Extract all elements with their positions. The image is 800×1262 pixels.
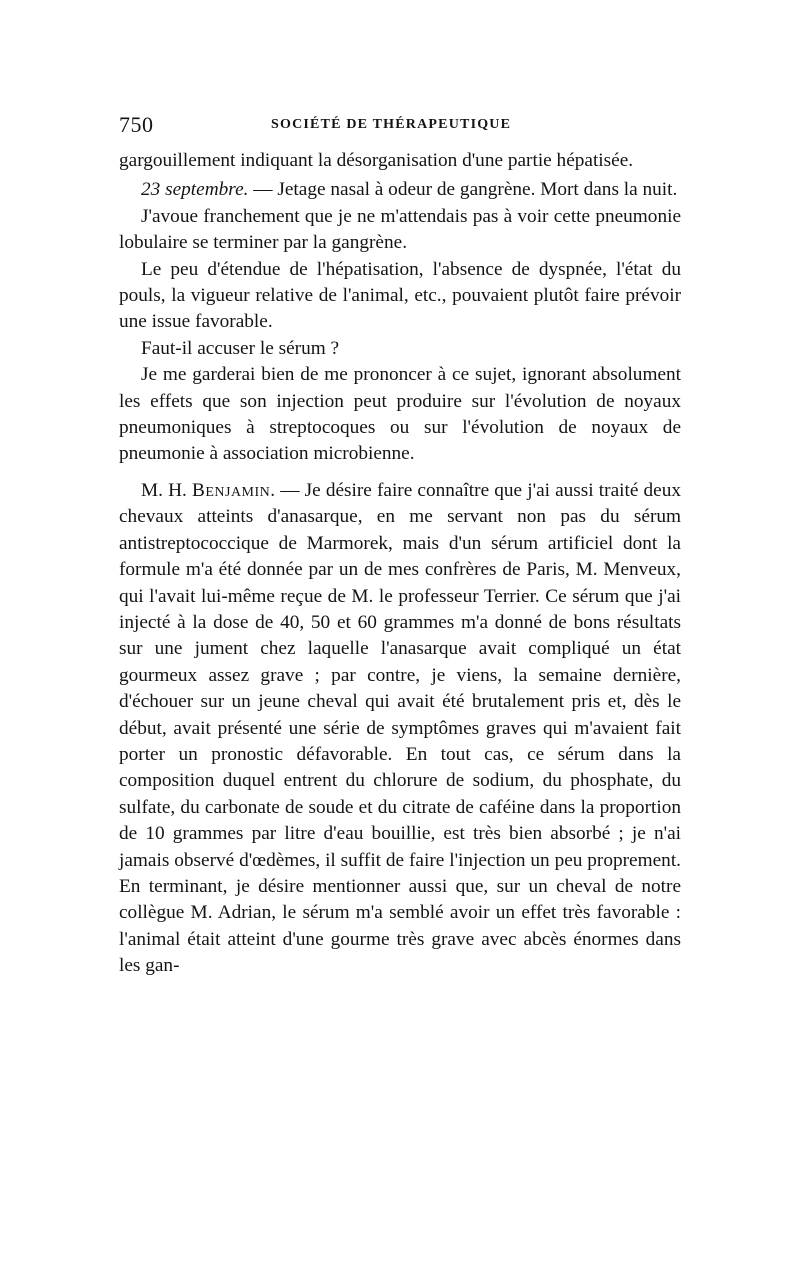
header-title: SOCIÉTÉ DE THÉRAPEUTIQUE [271, 117, 512, 132]
entry-date: 23 septembre. [141, 179, 249, 201]
speaker-name: Benjamin [191, 479, 271, 501]
page-number: 750 [119, 112, 154, 137]
paragraph-dated-entry [119, 177, 681, 203]
paragraph: Le peu d'étendue de l'hépatisation, l'absence de dyspnée, l'état du pouls, la vigueur relative de l'animal, etc., pouvaient plutôt faire prévoir une issue favorable. [119, 258, 681, 333]
entry-text: — Jetage nasal à odeur de gangrène. Mort dans la nuit. [248, 179, 678, 201]
paragraph: J'avoue franchement que je ne m'attendais pas à voir cette pneumonie lobulaire se terminer par la gangrène. [119, 205, 681, 254]
running-head [119, 112, 681, 148]
book-page [119, 112, 681, 980]
paragraph: Faut-il accuser le sérum ? [141, 337, 340, 359]
paragraph-continuation: gargouillement indiquant la désorganisation d'une partie hépatisée. [119, 150, 634, 171]
speaker-prefix: M. H. [141, 479, 192, 501]
speaker-text: . — Je désire faire connaître que j'ai aussi traité deux chevaux atteints d'anasarque, en me servant non pas du sérum antistreptococcique de Marmorek, mais d'un sérum artificiel dont la formule m'a été donnée par un de mes confrères de Paris, M. Menveux, qui l'avait lui-même reçue de M. le professeur Terrier. Ce sérum que j'ai injecté à la dose de 40, 50 et 60 grammes m'a donné de bons résultats sur une jument chez laquelle l'anasarque avait compliqué un état gourmeux assez grave ; par contre, je viens, la semaine dernière, d'échouer sur un jeune cheval qui avait été brutalement pris et, dès le début, avait présenté une série de symptômes graves qui m'avaient fait porter un pronostic défavorable. En tout cas, ce sérum dans la composition duquel entrent du chlorure de sodium, du phosphate, du sulfate, du carbonate de soude et du citrate de caféine dans la proportion de 10 grammes par litre d'eau bouillie, est très bien absorbé ; je n'ai jamais observé d'œdèmes, il suffit de faire l'injection un peu proprement. En terminant, je désire mentionner aussi que, sur un cheval de notre collègue M. Adrian, le sérum m'a semblé avoir un effet très favorable : l'animal était atteint d'une gourme très grave avec abcès énormes dans les gan- [119, 479, 681, 977]
paragraph: Je me garderai bien de me prononcer à ce sujet, ignorant absolument les effets que son injection peut produire sur l'évolution de noyaux pneumoniques à streptocoques ou sur l'évolution de noyaux de pneumonie à association microbienne. [119, 364, 681, 465]
paragraph-speaker [119, 478, 681, 980]
